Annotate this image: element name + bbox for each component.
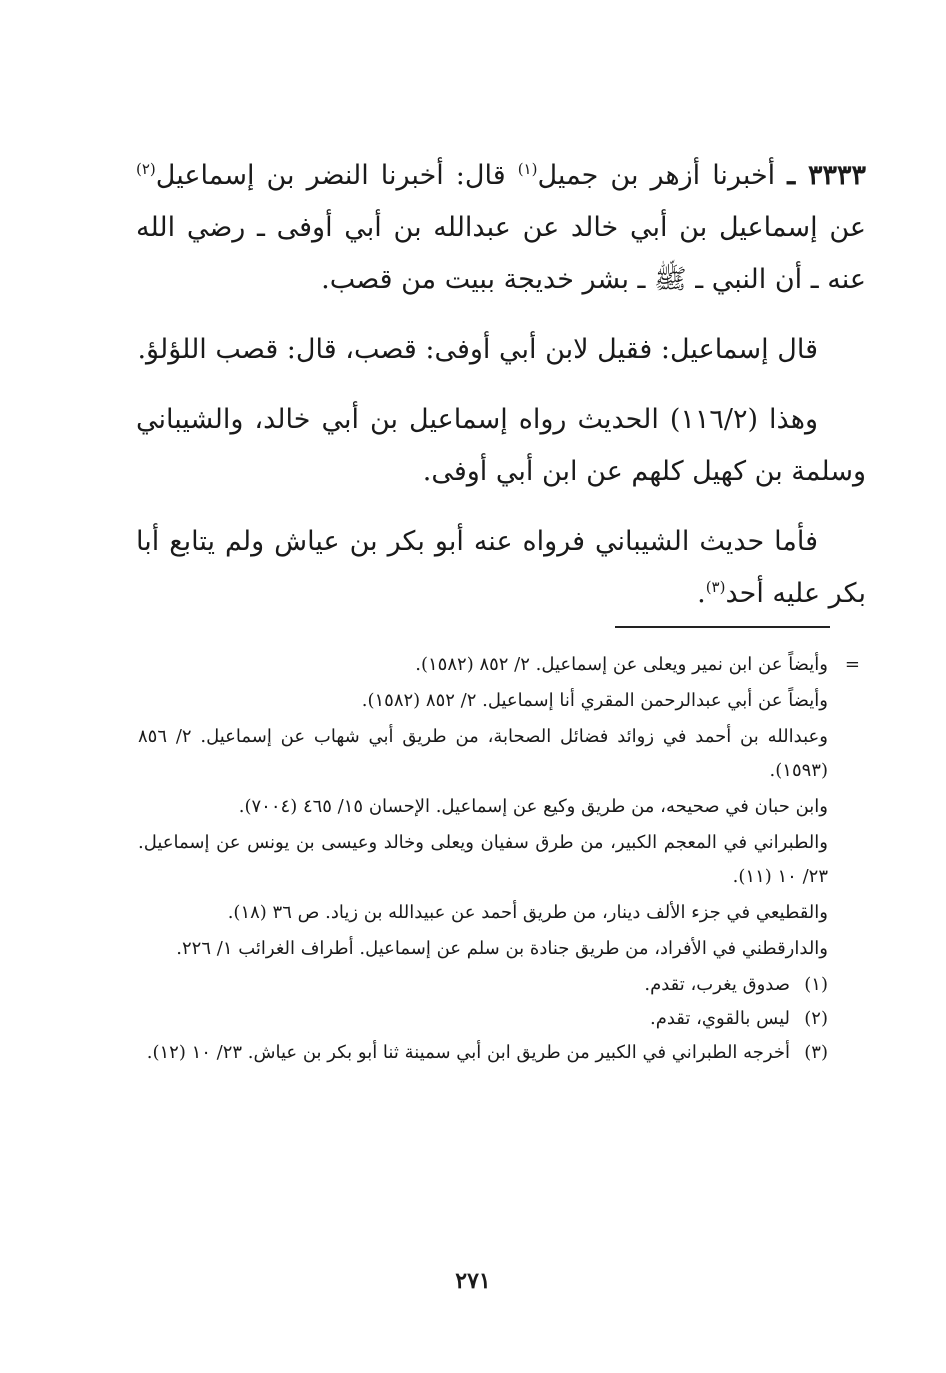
paragraph-4-end: . [697, 578, 706, 609]
footnotes [138, 648, 860, 1070]
footnote-cont-line: وأيضاً عن أبي عبدالرحمن المقري أنا إسماعيل. ٢/ ٨٥٢ (١٥٨٢). [361, 690, 828, 711]
hadith-text-b: قال: أخبرنا النضر بن إسماعيل [155, 160, 518, 191]
continuation-mark: = [844, 654, 860, 675]
footnote-2 [138, 1002, 828, 1036]
paragraph-2: قال إسماعيل: فقيل لابن أبي أوفى: قصب، قال: قصب اللؤلؤ. [137, 334, 818, 365]
hadith-paragraph [136, 150, 866, 306]
footnote-continuation [138, 648, 860, 682]
hadith-number: ٣٣٣٣ ـ [787, 160, 866, 191]
footnote-2-mark: (٢) [804, 1008, 828, 1029]
paragraph-4-text: فأما حديث الشيباني فرواه عنه أبو بكر بن عياش ولم يتابع أبا بكر عليه أحد [136, 526, 866, 609]
footnote-3 [138, 1036, 828, 1070]
footnote-ref-1: (١) [517, 160, 538, 178]
page-number: ٢٧١ [455, 1268, 491, 1294]
footnote-1-text: صدوق يغرب، تقدم. [644, 974, 790, 995]
main-text [136, 150, 866, 638]
footnote-1 [138, 968, 828, 1002]
footnote-ref-3: (٣) [705, 578, 726, 596]
paragraph-4 [136, 516, 866, 620]
footnote-cont-line: وابن حبان في صحيحه، من طريق وكيع عن إسماعيل. الإحسان ١٥/ ٤٦٥ (٧٠٠٤). [238, 796, 828, 817]
footnote-cont-line: والدارقطني في الأفراد، من طريق جنادة بن سلم عن إسماعيل. أطراف الغرائب ١/ ٢٢٦. [176, 938, 828, 959]
paragraph-3: وهذا (١١٦/٢) الحديث رواه إسماعيل بن أبي خالد، والشيباني وسلمة بن كهيل كلهم عن ابن أبي أوفى. [136, 404, 866, 487]
footnote-1-mark: (١) [804, 974, 828, 995]
hadith-text-a: أخبرنا أزهر بن جميل [537, 160, 788, 191]
footnote-3-mark: (٣) [804, 1042, 828, 1063]
footnote-ref-2: (٢) [136, 160, 156, 178]
footnote-cont-line: والقطيعي في جزء الألف دينار، من طريق أحمد عن عبيدالله بن زياد. ص ٣٦ (١٨). [227, 902, 828, 923]
hadith-text-c: عن إسماعيل بن أبي خالد عن عبدالله بن أبي أوفى ـ رضي الله عنه ـ أن النبي ـ ﷺ ـ بشر خديجة ببيت من قصب. [136, 212, 866, 295]
footnote-cont-line: والطبراني في المعجم الكبير، من طرق سفيان ويعلى وخالد وعيسى بن يونس عن إسماعيل. ٢٣/ ١٠ (١١). [138, 832, 828, 887]
footnote-cont-line: وأيضاً عن ابن نمير ويعلى عن إسماعيل. ٢/ ٨٥٢ (١٥٨٢). [415, 654, 828, 675]
footnote-3-text: أخرجه الطبراني في الكبير من طريق ابن أبي سمينة ثنا أبو بكر بن عياش. ٢٣/ ١٠ (١٢). [146, 1042, 790, 1063]
footnote-cont-line: وعبدالله بن أحمد في زوائد فضائل الصحابة، من طريق أبي شهاب عن إسماعيل. ٢/ ٨٥٦ (١٥٩٣). [138, 726, 828, 781]
footnote-2-text: ليس بالقوي، تقدم. [649, 1008, 790, 1029]
footnote-divider [615, 626, 830, 628]
